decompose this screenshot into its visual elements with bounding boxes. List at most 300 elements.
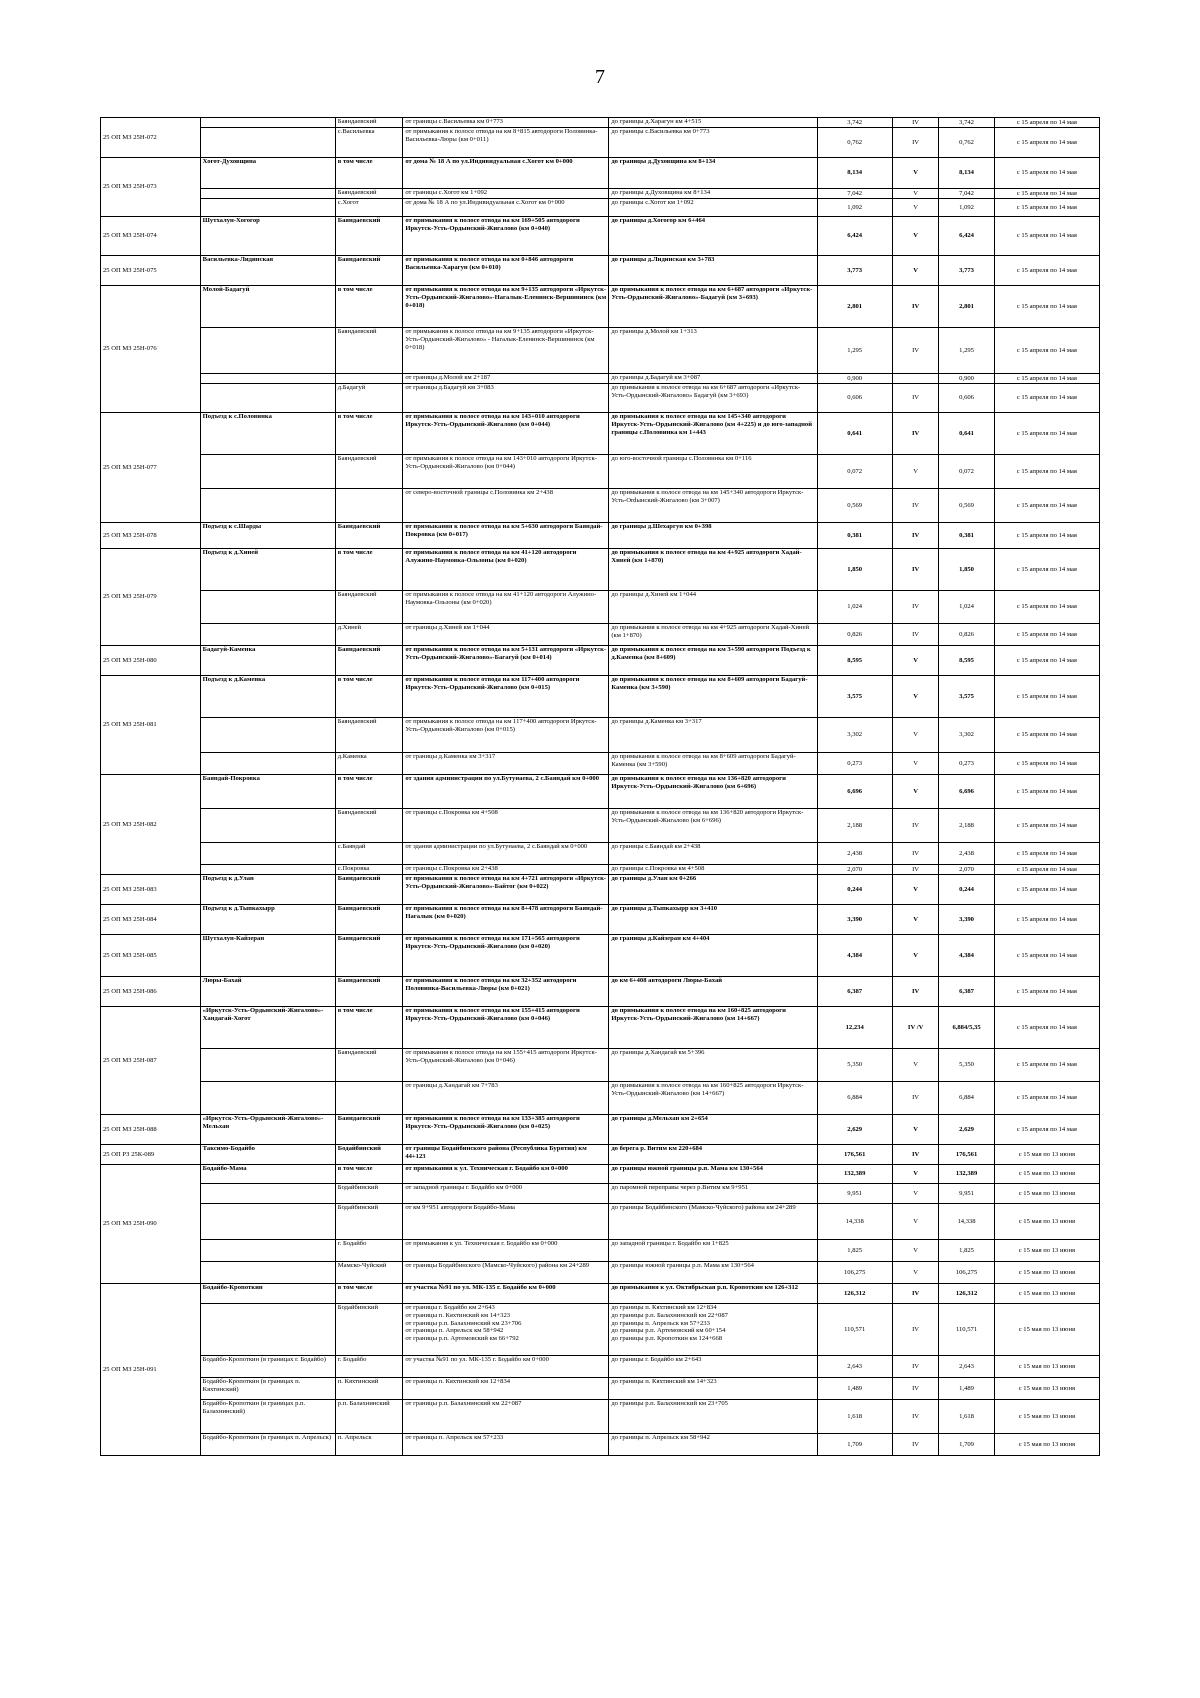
road-name-cell: Люры-Бахай [200, 977, 335, 1007]
category-cell: IV [892, 591, 939, 624]
table-row [101, 977, 1100, 1007]
start-point-cell: от примыкания к полосе отвода на км 8+815 автодороги Половинка-Васильевка-Люры (км 0+011) [403, 128, 609, 158]
location-cell: п. Апрельск [335, 1434, 403, 1456]
restriction-period-cell: с 15 апреля по 14 мая [994, 286, 1099, 328]
end-point-cell: до паромной переправы через р.Витим км 9+951 [609, 1184, 817, 1204]
length-cell: 7,042 [817, 189, 892, 199]
table-row [101, 189, 1100, 199]
location-cell: с.Хогот [335, 199, 403, 217]
category-cell: V [892, 646, 939, 676]
start-point-cell: от участка №91 по ул. МК-135 г. Бодайбо км 0+000 [403, 1356, 609, 1378]
start-point-cell: от границы п. Кяхтинский км 12+834 [403, 1378, 609, 1400]
category-cell: V [892, 189, 939, 199]
end-point-cell: до границы с.Покровка км 4+508 [609, 865, 817, 875]
length-total-cell: 2,629 [939, 1115, 994, 1145]
end-point-cell: до примыкания к полосе отвода на км 136+820 автодороги Иркутск-Усть-Ордынский-Жигалово (км 6+696) [609, 809, 817, 843]
road-name-cell [200, 374, 335, 384]
restriction-period-cell: с 15 апреля по 14 мая [994, 905, 1099, 935]
table-row [101, 1049, 1100, 1082]
road-name-cell: «Иркутск-Усть-Ордынский-Жигалово»-Хандагай-Хогот [200, 1007, 335, 1049]
location-cell [335, 374, 403, 384]
location-cell: д.Бадагуй [335, 384, 403, 413]
length-total-cell: 2,070 [939, 865, 994, 875]
length-total-cell: 0,273 [939, 753, 994, 775]
road-name-cell [200, 1184, 335, 1204]
category-cell: IV [892, 1145, 939, 1165]
road-name-cell: «Иркутск-Усть-Ордынский-Жигалово»-Мельхан [200, 1115, 335, 1145]
road-code-cell: 25 ОП МЗ 25Н-090 [101, 1165, 201, 1284]
start-point-cell: от примыкания к полосе отвода на км 9+135 автодороги «Иркутск-Усть-Ордынский-Жигалово»-Нагалык-Еленинск-Вершининск (км 0+018) [403, 286, 609, 328]
end-point-cell: до границы южной границы р.п. Мама км 130+564 [609, 1165, 817, 1184]
restriction-period-cell: с 15 апреля по 14 мая [994, 718, 1099, 753]
road-name-cell [200, 189, 335, 199]
location-cell: Баяндаевский [335, 646, 403, 676]
location-cell: Баяндаевский [335, 905, 403, 935]
location-cell: в том числе [335, 775, 403, 809]
location-cell: Бодайбинский [335, 1304, 403, 1356]
road-name-cell [200, 1204, 335, 1240]
location-cell: в том числе [335, 1165, 403, 1184]
road-name-cell [200, 128, 335, 158]
restriction-period-cell: с 15 апреля по 14 мая [994, 646, 1099, 676]
length-cell: 0,072 [817, 455, 892, 489]
location-cell: Баяндаевский [335, 977, 403, 1007]
location-cell: г. Бодайбо [335, 1240, 403, 1262]
restriction-period-cell: с 15 апреля по 14 мая [994, 809, 1099, 843]
length-cell: 126,312 [817, 1284, 892, 1304]
restriction-period-cell: с 15 апреля по 14 мая [994, 865, 1099, 875]
road-code-cell: 25 ОП МЗ 25Н-073 [101, 158, 201, 217]
location-cell: г. Бодайбо [335, 1356, 403, 1378]
road-name-cell: Васильевка-Лидинская [200, 256, 335, 286]
location-cell: Бодайбинский [335, 1204, 403, 1240]
length-total-cell: 1,024 [939, 591, 994, 624]
length-cell: 0,900 [817, 374, 892, 384]
length-total-cell: 6,387 [939, 977, 994, 1007]
start-point-cell: от границы Бодайбинского (Мамско-Чуйского) района км 24+289 [403, 1262, 609, 1284]
length-cell: 2,070 [817, 865, 892, 875]
restriction-period-cell: с 15 апреля по 14 мая [994, 413, 1099, 455]
length-cell: 1,092 [817, 199, 892, 217]
length-total-cell: 2,438 [939, 843, 994, 865]
length-cell: 5,350 [817, 1049, 892, 1082]
length-cell: 0,641 [817, 413, 892, 455]
road-name-cell: Подъезд к с.Шарды [200, 523, 335, 549]
restriction-period-cell: с 15 апреля по 14 мая [994, 935, 1099, 977]
location-cell: в том числе [335, 413, 403, 455]
end-point-cell: до примыкания к полосе отвода на км 6+687 автодороги «Иркутск-Усть-Ордынский-Жигалово» Бадагуй (км 3+693) [609, 384, 817, 413]
length-cell: 132,389 [817, 1165, 892, 1184]
category-cell: IV [892, 977, 939, 1007]
length-total-cell: 6,884 [939, 1082, 994, 1115]
length-total-cell: 3,773 [939, 256, 994, 286]
road-code-cell: 25 ОП МЗ 25Н-080 [101, 646, 201, 676]
table-row [101, 875, 1100, 905]
category-cell: IV [892, 1356, 939, 1378]
end-point-cell: до границы г. Бодайбо км 2+643 [609, 1356, 817, 1378]
end-point-cell: до примыкания к полосе отвода на км 4+925 автодороги Хадай-Хиней (км 1+870) [609, 549, 817, 591]
length-cell: 0,826 [817, 624, 892, 646]
restriction-period-cell: с 15 апреля по 14 мая [994, 1049, 1099, 1082]
start-point-cell: от примыкания к полосе отвода на км 41+120 автодороги Алужино-Наумовка-Ользоны (км 0+020) [403, 549, 609, 591]
start-point-cell: от км 9+951 автодороги Бодайбо-Мама [403, 1204, 609, 1240]
location-cell: в том числе [335, 286, 403, 328]
restriction-period-cell: с 15 апреля по 14 мая [994, 128, 1099, 158]
length-cell: 2,188 [817, 809, 892, 843]
length-total-cell: 2,801 [939, 286, 994, 328]
end-point-cell: до границы с.Хогот км 1+092 [609, 199, 817, 217]
start-point-cell: от здания администрации по ул.Бутунаева, 2 с.Баяндай км 0+000 [403, 843, 609, 865]
category-cell: IV [892, 809, 939, 843]
category-cell: V [892, 935, 939, 977]
road-name-cell: Подъезд к д.Тыпкахырр [200, 905, 335, 935]
location-cell: Баяндаевский [335, 718, 403, 753]
start-point-cell: от границы р.п. Балахнинский км 22+087 [403, 1400, 609, 1434]
road-name-cell: Подъезд к д.Каменка [200, 676, 335, 718]
road-name-cell: Бодайбо-Кропоткин (в границах г. Бодайбо) [200, 1356, 335, 1378]
restriction-period-cell: с 15 мая по 13 июня [994, 1145, 1099, 1165]
table-row [101, 118, 1100, 128]
location-cell: Баяндаевский [335, 1115, 403, 1145]
location-cell: Баяндаевский [335, 328, 403, 374]
length-cell: 106,275 [817, 1262, 892, 1284]
start-point-cell: от северо-восточной границы с.Половинка км 2+438 [403, 489, 609, 523]
table-row [101, 199, 1100, 217]
length-total-cell: 1,295 [939, 328, 994, 374]
length-cell: 0,569 [817, 489, 892, 523]
road-code-cell: 25 ОП МЗ 25Н-083 [101, 875, 201, 905]
location-cell: в том числе [335, 676, 403, 718]
restriction-period-cell: с 15 мая по 13 июня [994, 1240, 1099, 1262]
category-cell: V [892, 158, 939, 189]
length-total-cell: 176,561 [939, 1145, 994, 1165]
road-code-cell: 25 ОП МЗ 25Н-085 [101, 935, 201, 977]
end-point-cell: до км 6+408 автодороги Люры-Бахай [609, 977, 817, 1007]
roads-table-body [101, 118, 1100, 1456]
category-cell: V [892, 1165, 939, 1184]
road-name-cell [200, 118, 335, 128]
restriction-period-cell: с 15 апреля по 14 мая [994, 384, 1099, 413]
table-row [101, 1082, 1100, 1115]
end-point-cell: до границы п. Апрельск км 58+942 [609, 1434, 817, 1456]
length-total-cell: 14,338 [939, 1204, 994, 1240]
road-name-cell [200, 1304, 335, 1356]
road-name-cell: Хогот-Духовщина [200, 158, 335, 189]
location-cell: Бодайбинский [335, 1145, 403, 1165]
start-point-cell: от участка №91 по ул. МК-135 г. Бодайбо км 0+000 [403, 1284, 609, 1304]
table-row [101, 256, 1100, 286]
start-point-cell: от здания администрации по ул.Бутунаева, 2 с.Баяндай км 0+000 [403, 775, 609, 809]
restriction-period-cell: с 15 апреля по 14 мая [994, 118, 1099, 128]
length-cell: 1,024 [817, 591, 892, 624]
length-cell: 1,709 [817, 1434, 892, 1456]
category-cell: IV [892, 523, 939, 549]
length-total-cell: 0,569 [939, 489, 994, 523]
table-row [101, 128, 1100, 158]
length-cell: 3,575 [817, 676, 892, 718]
end-point-cell: до границы д.Харагун км 4+515 [609, 118, 817, 128]
road-code-cell: 25 ОП МЗ 25Н-074 [101, 217, 201, 256]
end-point-cell: до границы д.Лидинская км 3+783 [609, 256, 817, 286]
length-total-cell: 0,641 [939, 413, 994, 455]
restriction-period-cell: с 15 апреля по 14 мая [994, 676, 1099, 718]
table-row [101, 1400, 1100, 1434]
end-point-cell: до юго-восточной границы с.Половинка км 0+116 [609, 455, 817, 489]
table-row [101, 1007, 1100, 1049]
end-point-cell: до примыкания к полосе отвода на км 145+340 автодороги Иркутск-Усть-Ordынский-Жигалово (км 3+007) [609, 489, 817, 523]
table-row [101, 1304, 1100, 1356]
length-total-cell: 0,826 [939, 624, 994, 646]
length-cell: 3,302 [817, 718, 892, 753]
table-row [101, 374, 1100, 384]
end-point-cell: до границы д.Духовщина км 8+134 [609, 158, 817, 189]
end-point-cell: до границы д.Каменка км 3+317 [609, 718, 817, 753]
location-cell: Баяндаевский [335, 1049, 403, 1082]
restriction-period-cell: с 15 мая по 13 июня [994, 1204, 1099, 1240]
table-row [101, 843, 1100, 865]
location-cell: Бодайбинский [335, 1184, 403, 1204]
category-cell: V [892, 217, 939, 256]
length-cell: 14,338 [817, 1204, 892, 1240]
length-cell: 2,643 [817, 1356, 892, 1378]
table-row [101, 523, 1100, 549]
start-point-cell: от границы с.Покровка км 4+508 [403, 809, 609, 843]
road-code-cell: 25 ОП МЗ 25Н-078 [101, 523, 201, 549]
restriction-period-cell: с 15 апреля по 14 мая [994, 875, 1099, 905]
restriction-period-cell: с 15 мая по 13 июня [994, 1434, 1099, 1456]
table-row [101, 413, 1100, 455]
restriction-period-cell: с 15 апреля по 14 мая [994, 1115, 1099, 1145]
table-row [101, 1378, 1100, 1400]
road-name-cell [200, 1262, 335, 1284]
length-total-cell: 1,489 [939, 1378, 994, 1400]
length-total-cell: 1,092 [939, 199, 994, 217]
restriction-period-cell: с 15 мая по 13 июня [994, 1378, 1099, 1400]
road-name-cell: Подъезд к д.Улан [200, 875, 335, 905]
restriction-period-cell: с 15 апреля по 14 мая [994, 217, 1099, 256]
road-name-cell [200, 809, 335, 843]
table-row [101, 1284, 1100, 1304]
category-cell: IV [892, 128, 939, 158]
road-name-cell [200, 199, 335, 217]
road-name-cell [200, 865, 335, 875]
end-point-cell: до западной границы г. Бодайбо км 1+825 [609, 1240, 817, 1262]
location-cell: Баяндаевский [335, 217, 403, 256]
road-code-cell: 25 ОП МЗ 25Н-088 [101, 1115, 201, 1145]
length-cell: 2,629 [817, 1115, 892, 1145]
start-point-cell: от границы д.Каменка км 3+317 [403, 753, 609, 775]
length-total-cell: 1,850 [939, 549, 994, 591]
category-cell: V [892, 1204, 939, 1240]
start-point-cell: от границы д.Хандагай км 7+783 [403, 1082, 609, 1115]
start-point-cell: от примыкания к полосе отвода на км 155+415 автодороги Иркутск-Усть-Ордынский-Жигалово (км 0+046) [403, 1049, 609, 1082]
table-row [101, 676, 1100, 718]
location-cell: Мамско-Чуйский [335, 1262, 403, 1284]
length-cell: 0,273 [817, 753, 892, 775]
location-cell: Баяндаевский [335, 118, 403, 128]
length-total-cell: 3,302 [939, 718, 994, 753]
length-total-cell: 4,384 [939, 935, 994, 977]
road-name-cell: Баяндай-Покровка [200, 775, 335, 809]
road-name-cell [200, 718, 335, 753]
start-point-cell: от примыкания к полосе отвода на км 143+010 автодороги Иркутск-Усть-Ордынский-Жигалово (км 0+044) [403, 413, 609, 455]
table-row [101, 1240, 1100, 1262]
start-point-cell: от примыкания к ул. Техническая г. Бодайбо км 0+000 [403, 1165, 609, 1184]
category-cell: IV [892, 865, 939, 875]
road-name-cell [200, 1082, 335, 1115]
length-total-cell: 0,606 [939, 384, 994, 413]
length-total-cell: 0,244 [939, 875, 994, 905]
road-name-cell [200, 1049, 335, 1082]
start-point-cell: от примыкания к полосе отвода на км 133+385 автодороги Иркутск-Усть-Ордынский-Жигалово (км 0+025) [403, 1115, 609, 1145]
length-cell: 1,850 [817, 549, 892, 591]
roads-table [100, 117, 1100, 1456]
length-cell: 3,742 [817, 118, 892, 128]
table-row [101, 489, 1100, 523]
length-total-cell: 132,389 [939, 1165, 994, 1184]
length-cell: 1,295 [817, 328, 892, 374]
end-point-cell: до границы южной границы р.п. Мама км 130+564 [609, 1262, 817, 1284]
location-cell: в том числе [335, 1007, 403, 1049]
restriction-period-cell: с 15 мая по 13 июня [994, 1165, 1099, 1184]
category-cell: V [892, 753, 939, 775]
end-point-cell: до границы д.Хандагай км 5+396 [609, 1049, 817, 1082]
end-point-cell: до примыкания к полосе отвода на км 3+590 автодороги Подъезд к д.Каменка (км 8+609) [609, 646, 817, 676]
length-cell: 1,489 [817, 1378, 892, 1400]
end-point-cell: до границы д.Духовщина км 8+134 [609, 189, 817, 199]
category-cell: IV [892, 328, 939, 374]
category-cell: V [892, 1184, 939, 1204]
restriction-period-cell: с 15 апреля по 14 мая [994, 753, 1099, 775]
category-cell: IV [892, 1434, 939, 1456]
start-point-cell: от границы Бодайбинского района (Республика Бурятия) км 44+123 [403, 1145, 609, 1165]
category-cell: V [892, 718, 939, 753]
category-cell: IV [892, 624, 939, 646]
location-cell: Баяндаевский [335, 256, 403, 286]
restriction-period-cell: с 15 апреля по 14 мая [994, 189, 1099, 199]
table-row [101, 217, 1100, 256]
end-point-cell: до границы д.Шехаргун км 0+398 [609, 523, 817, 549]
start-point-cell: от примыкания к полосе отвода на км 171+565 автодороги Иркутск-Усть-Ордынский-Жигалово (км 0+020) [403, 935, 609, 977]
start-point-cell: от примыкания к полосе отвода на км 9+135 автодороги «Иркутск-Усть-Ордынский-Жигалово» - Нагалык-Еленинск-Вершининск (км 0+018) [403, 328, 609, 374]
end-point-cell: до границы р.п. Балахнинский км 23+705 [609, 1400, 817, 1434]
road-name-cell [200, 753, 335, 775]
end-point-cell: до границы д.Улан км 0+266 [609, 875, 817, 905]
end-point-cell: до границы п. Кяхтинский км 14+323 [609, 1378, 817, 1400]
road-name-cell [200, 384, 335, 413]
table-row [101, 1165, 1100, 1184]
table-row [101, 753, 1100, 775]
road-code-cell: 25 ОП МЗ 25Н-084 [101, 905, 201, 935]
category-cell: V [892, 1115, 939, 1145]
start-point-cell: от границы д.Хиней км 1+044 [403, 624, 609, 646]
location-cell: Баяндаевский [335, 523, 403, 549]
category-cell: IV [892, 1304, 939, 1356]
end-point-cell: до примыкания к полосе отвода на км 160+825 автодороги Иркутск-Усть-Ордынский-Жигалово (км 14+667) [609, 1007, 817, 1049]
length-cell: 8,595 [817, 646, 892, 676]
length-cell: 6,696 [817, 775, 892, 809]
location-cell: р.п. Балахнинский [335, 1400, 403, 1434]
road-name-cell: Молой-Бадагуй [200, 286, 335, 328]
location-cell [335, 489, 403, 523]
category-cell: IV [892, 1378, 939, 1400]
start-point-cell: от примыкания к полосе отвода на км 117+400 автодороги Иркутск-Усть-Ордынский-Жигалово (км 0+015) [403, 718, 609, 753]
start-point-cell: от границы п. Апрельск км 57+233 [403, 1434, 609, 1456]
location-cell: д.Хиней [335, 624, 403, 646]
length-total-cell: 2,643 [939, 1356, 994, 1378]
end-point-cell: до границы д.Хиней км 1+044 [609, 591, 817, 624]
length-total-cell: 0,072 [939, 455, 994, 489]
category-cell: V [892, 1240, 939, 1262]
end-point-cell: до примыкания к полосе отвода на км 6+687 автодороги «Иркутск-Усть-Ордынский-Жигалово»-Бадагуй (км 3+693) [609, 286, 817, 328]
restriction-period-cell: с 15 апреля по 14 мая [994, 328, 1099, 374]
road-code-cell: 25 ОП МЗ 25Н-087 [101, 1007, 201, 1115]
length-total-cell: 0,762 [939, 128, 994, 158]
location-cell [335, 1082, 403, 1115]
length-cell: 3,390 [817, 905, 892, 935]
length-total-cell: 6,884/5,35 [939, 1007, 994, 1049]
restriction-period-cell: с 15 апреля по 14 мая [994, 1007, 1099, 1049]
road-code-cell: 25 ОП МЗ 25Н-082 [101, 775, 201, 875]
restriction-period-cell: с 15 апреля по 14 мая [994, 158, 1099, 189]
length-total-cell: 0,381 [939, 523, 994, 549]
table-row [101, 865, 1100, 875]
restriction-period-cell: с 15 апреля по 14 мая [994, 256, 1099, 286]
end-point-cell: до примыкания к ул. Октябрьская р.п. Кропоткин км 126+312 [609, 1284, 817, 1304]
length-total-cell: 110,571 [939, 1304, 994, 1356]
restriction-period-cell: с 15 апреля по 14 мая [994, 591, 1099, 624]
road-name-cell: Таксимо-Бодайбо [200, 1145, 335, 1165]
end-point-cell: до границы д.Хогогор км 6+464 [609, 217, 817, 256]
table-row [101, 328, 1100, 374]
category-cell: IV [892, 1082, 939, 1115]
length-total-cell: 1,709 [939, 1434, 994, 1456]
table-row [101, 1434, 1100, 1456]
category-cell: V [892, 875, 939, 905]
end-point-cell: до примыкания к полосе отвода на км 145+340 автодороги Иркутск-Усть-Ордынский-Жигалово (км 4+225) и до юго-западной границы с.Половинка км 1+443 [609, 413, 817, 455]
road-code-cell: 25 ОП МЗ 25Н-091 [101, 1284, 201, 1456]
start-point-cell: от примыкания к полосе отвода на км 169+505 автодороги Иркутск-Усть-Ордынский-Жигалово (км 0+040) [403, 217, 609, 256]
location-cell: д.Каменка [335, 753, 403, 775]
length-cell: 0,244 [817, 875, 892, 905]
start-point-cell: от дома № 18 А по ул.Индивидуальная с.Хогот км 0+000 [403, 158, 609, 189]
road-code-cell: 25 ОП РЗ 25К-089 [101, 1145, 201, 1165]
length-total-cell: 8,595 [939, 646, 994, 676]
end-point-cell: до границы с.Васильевка км 0+773 [609, 128, 817, 158]
road-code-cell: 25 ОП МЗ 25Н-079 [101, 549, 201, 646]
category-cell: V [892, 199, 939, 217]
table-row [101, 286, 1100, 328]
road-name-cell: Бодайбо-Кропоткин (в границах п. Кяхтинский) [200, 1378, 335, 1400]
road-name-cell [200, 489, 335, 523]
location-cell: Баяндаевский [335, 809, 403, 843]
restriction-period-cell: с 15 апреля по 14 мая [994, 455, 1099, 489]
table-row [101, 775, 1100, 809]
end-point-cell: до границы д.Бадагуй км 3+087 [609, 374, 817, 384]
road-name-cell [200, 843, 335, 865]
end-point-cell: до берега р. Витим км 220+684 [609, 1145, 817, 1165]
table-row [101, 1184, 1100, 1204]
table-row [101, 549, 1100, 591]
location-cell: Баяндаевский [335, 875, 403, 905]
length-total-cell: 3,742 [939, 118, 994, 128]
road-name-cell [200, 455, 335, 489]
category-cell: IV [892, 1284, 939, 1304]
road-name-cell: Шутхалун-Кайзеран [200, 935, 335, 977]
table-row [101, 158, 1100, 189]
start-point-cell: от западной границы г. Бодайбо км 0+000 [403, 1184, 609, 1204]
restriction-period-cell: с 15 апреля по 14 мая [994, 549, 1099, 591]
